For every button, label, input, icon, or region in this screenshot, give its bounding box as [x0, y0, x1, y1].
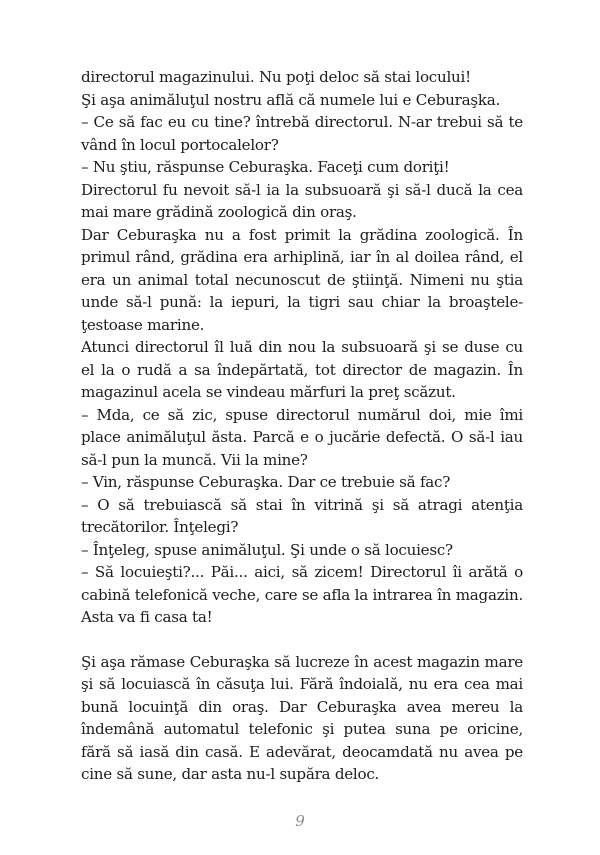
dialogue-line: – Înţeleg, spuse animăluţul. Şi unde o să locuiesc?	[81, 540, 453, 559]
paragraph: Directorul fu nevoit să-l ia la subsuoară şi să-l ducă la cea mai mare grădină zoologică din oraş.	[81, 180, 523, 221]
paragraph: Şi aşa animăluţul nostru află că numele lui e Ceburaşka.	[81, 90, 501, 109]
section-gap	[81, 629, 523, 651]
dialogue-line: – Ce să fac eu cu tine? întrebă directorul. N-ar trebui să te vând în locul portocalelor?	[81, 113, 523, 154]
dialogue-line: – Să locuieşti?... Păi... aici, să zicem! Directorul îi arătă o cabină telefonică veche, care se afla la intrarea în magazin. Asta va fi casa ta!	[81, 563, 523, 626]
dialogue-line: – Mda, ce să zic, spuse directorul numărul doi, mie îmi place animăluţul ăsta. Parcă e o jucărie defectă. O să-l iau să-l pun la muncă. Vii la mine?	[81, 405, 523, 469]
dialogue-line: – Vin, răspunse Ceburaşka. Dar ce trebuie să fac?	[81, 473, 451, 491]
page-body	[81, 66, 523, 786]
paragraph: Atunci directorul îl luă din nou la subsuoară şi se duse cu el la o rudă a sa îndepărtată, tot director de magazin. În magazinul acela se vindeau mărfuri la preţ scăzut.	[81, 338, 523, 401]
paragraph: directorul magazinului. Nu poţi deloc să stai locului!	[81, 68, 471, 86]
dialogue-line: – O să trebuiască să stai în vitrină şi să atragi atenţia trecătorilor. Înţelegi?	[81, 495, 523, 536]
page-number: 9	[295, 812, 305, 830]
paragraph: Şi aşa rămase Ceburaşka să lucreze în acest magazin mare şi să locuiască în căsuţa lui. Fără îndoială, nu era cea mai bună locuinţă din oraş. Dar Ceburaşka avea mereu la îndemână automatul telefonic şi putea suna pe oricine, fără să iasă din casă. E adevărat, deocamdată nu avea pe cine să sune, dar asta nu-l supăra deloc.	[81, 652, 523, 783]
paragraph: Dar Ceburaşka nu a fost primit la grădina zoologică. În primul rând, grădina era arhiplină, iar în al doilea rând, el era un animal total necunoscut de ştiinţă. Nimeni nu ştia unde să-l pună: la iepuri, la tigri sau chiar la broaştele-ţestoase marine.	[81, 225, 523, 334]
dialogue-line: – Nu ştiu, răspunse Ceburaşka. Faceţi cum doriţi!	[81, 158, 450, 176]
